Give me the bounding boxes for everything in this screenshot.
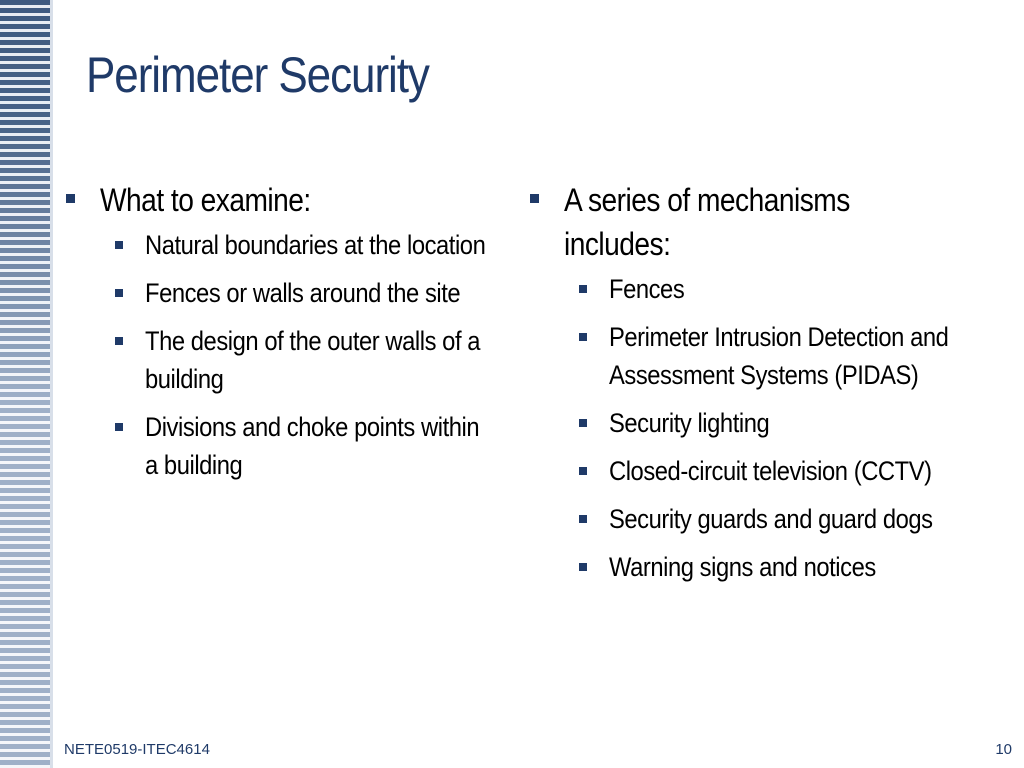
right-heading-item bbox=[528, 178, 998, 266]
square-bullet-icon bbox=[530, 194, 539, 203]
right-heading: A series of mechanisms includes: bbox=[564, 182, 850, 262]
left-sub-list bbox=[114, 226, 494, 484]
stripe-edge bbox=[50, 0, 53, 768]
list-item-text: The design of the outer walls of a building bbox=[145, 326, 481, 394]
footer-course-code: NETE0519-ITEC4614 bbox=[64, 741, 210, 758]
list-item bbox=[578, 404, 958, 442]
square-bullet-icon bbox=[115, 423, 123, 431]
list-item bbox=[578, 500, 958, 538]
list-item bbox=[114, 408, 494, 484]
list-item-text: Security lighting bbox=[609, 408, 770, 438]
decorative-side-stripe bbox=[0, 0, 50, 768]
left-heading-item bbox=[64, 178, 534, 222]
right-sub-list bbox=[578, 270, 958, 586]
list-item bbox=[578, 270, 958, 308]
list-item bbox=[578, 318, 958, 394]
list-item-text: Fences or walls around the site bbox=[145, 278, 461, 308]
square-bullet-icon bbox=[579, 419, 587, 427]
list-item bbox=[578, 452, 958, 490]
list-item bbox=[114, 226, 494, 264]
left-heading: What to examine: bbox=[100, 182, 311, 218]
square-bullet-icon bbox=[579, 333, 587, 341]
list-item-text: Closed-circuit television (CCTV) bbox=[609, 456, 932, 486]
list-item bbox=[114, 274, 494, 312]
square-bullet-icon bbox=[115, 241, 123, 249]
square-bullet-icon bbox=[66, 194, 75, 203]
list-item-text: Natural boundaries at the location bbox=[145, 230, 486, 260]
left-column bbox=[64, 178, 534, 494]
list-item-text: Security guards and guard dogs bbox=[609, 504, 933, 534]
list-item-text: Divisions and choke points within a building bbox=[145, 412, 480, 480]
page-number: 10 bbox=[995, 741, 1012, 758]
square-bullet-icon bbox=[579, 285, 587, 293]
square-bullet-icon bbox=[579, 467, 587, 475]
square-bullet-icon bbox=[579, 563, 587, 571]
slide-title: Perimeter Security bbox=[86, 47, 429, 103]
square-bullet-icon bbox=[115, 289, 123, 297]
list-item-text: Perimeter Intrusion Detection and Assessment Systems (PIDAS) bbox=[609, 322, 949, 390]
list-item-text: Warning signs and notices bbox=[609, 552, 876, 582]
square-bullet-icon bbox=[115, 337, 123, 345]
list-item bbox=[578, 548, 958, 586]
list-item bbox=[114, 322, 494, 398]
list-item-text: Fences bbox=[609, 274, 685, 304]
square-bullet-icon bbox=[579, 515, 587, 523]
right-column bbox=[528, 178, 998, 596]
